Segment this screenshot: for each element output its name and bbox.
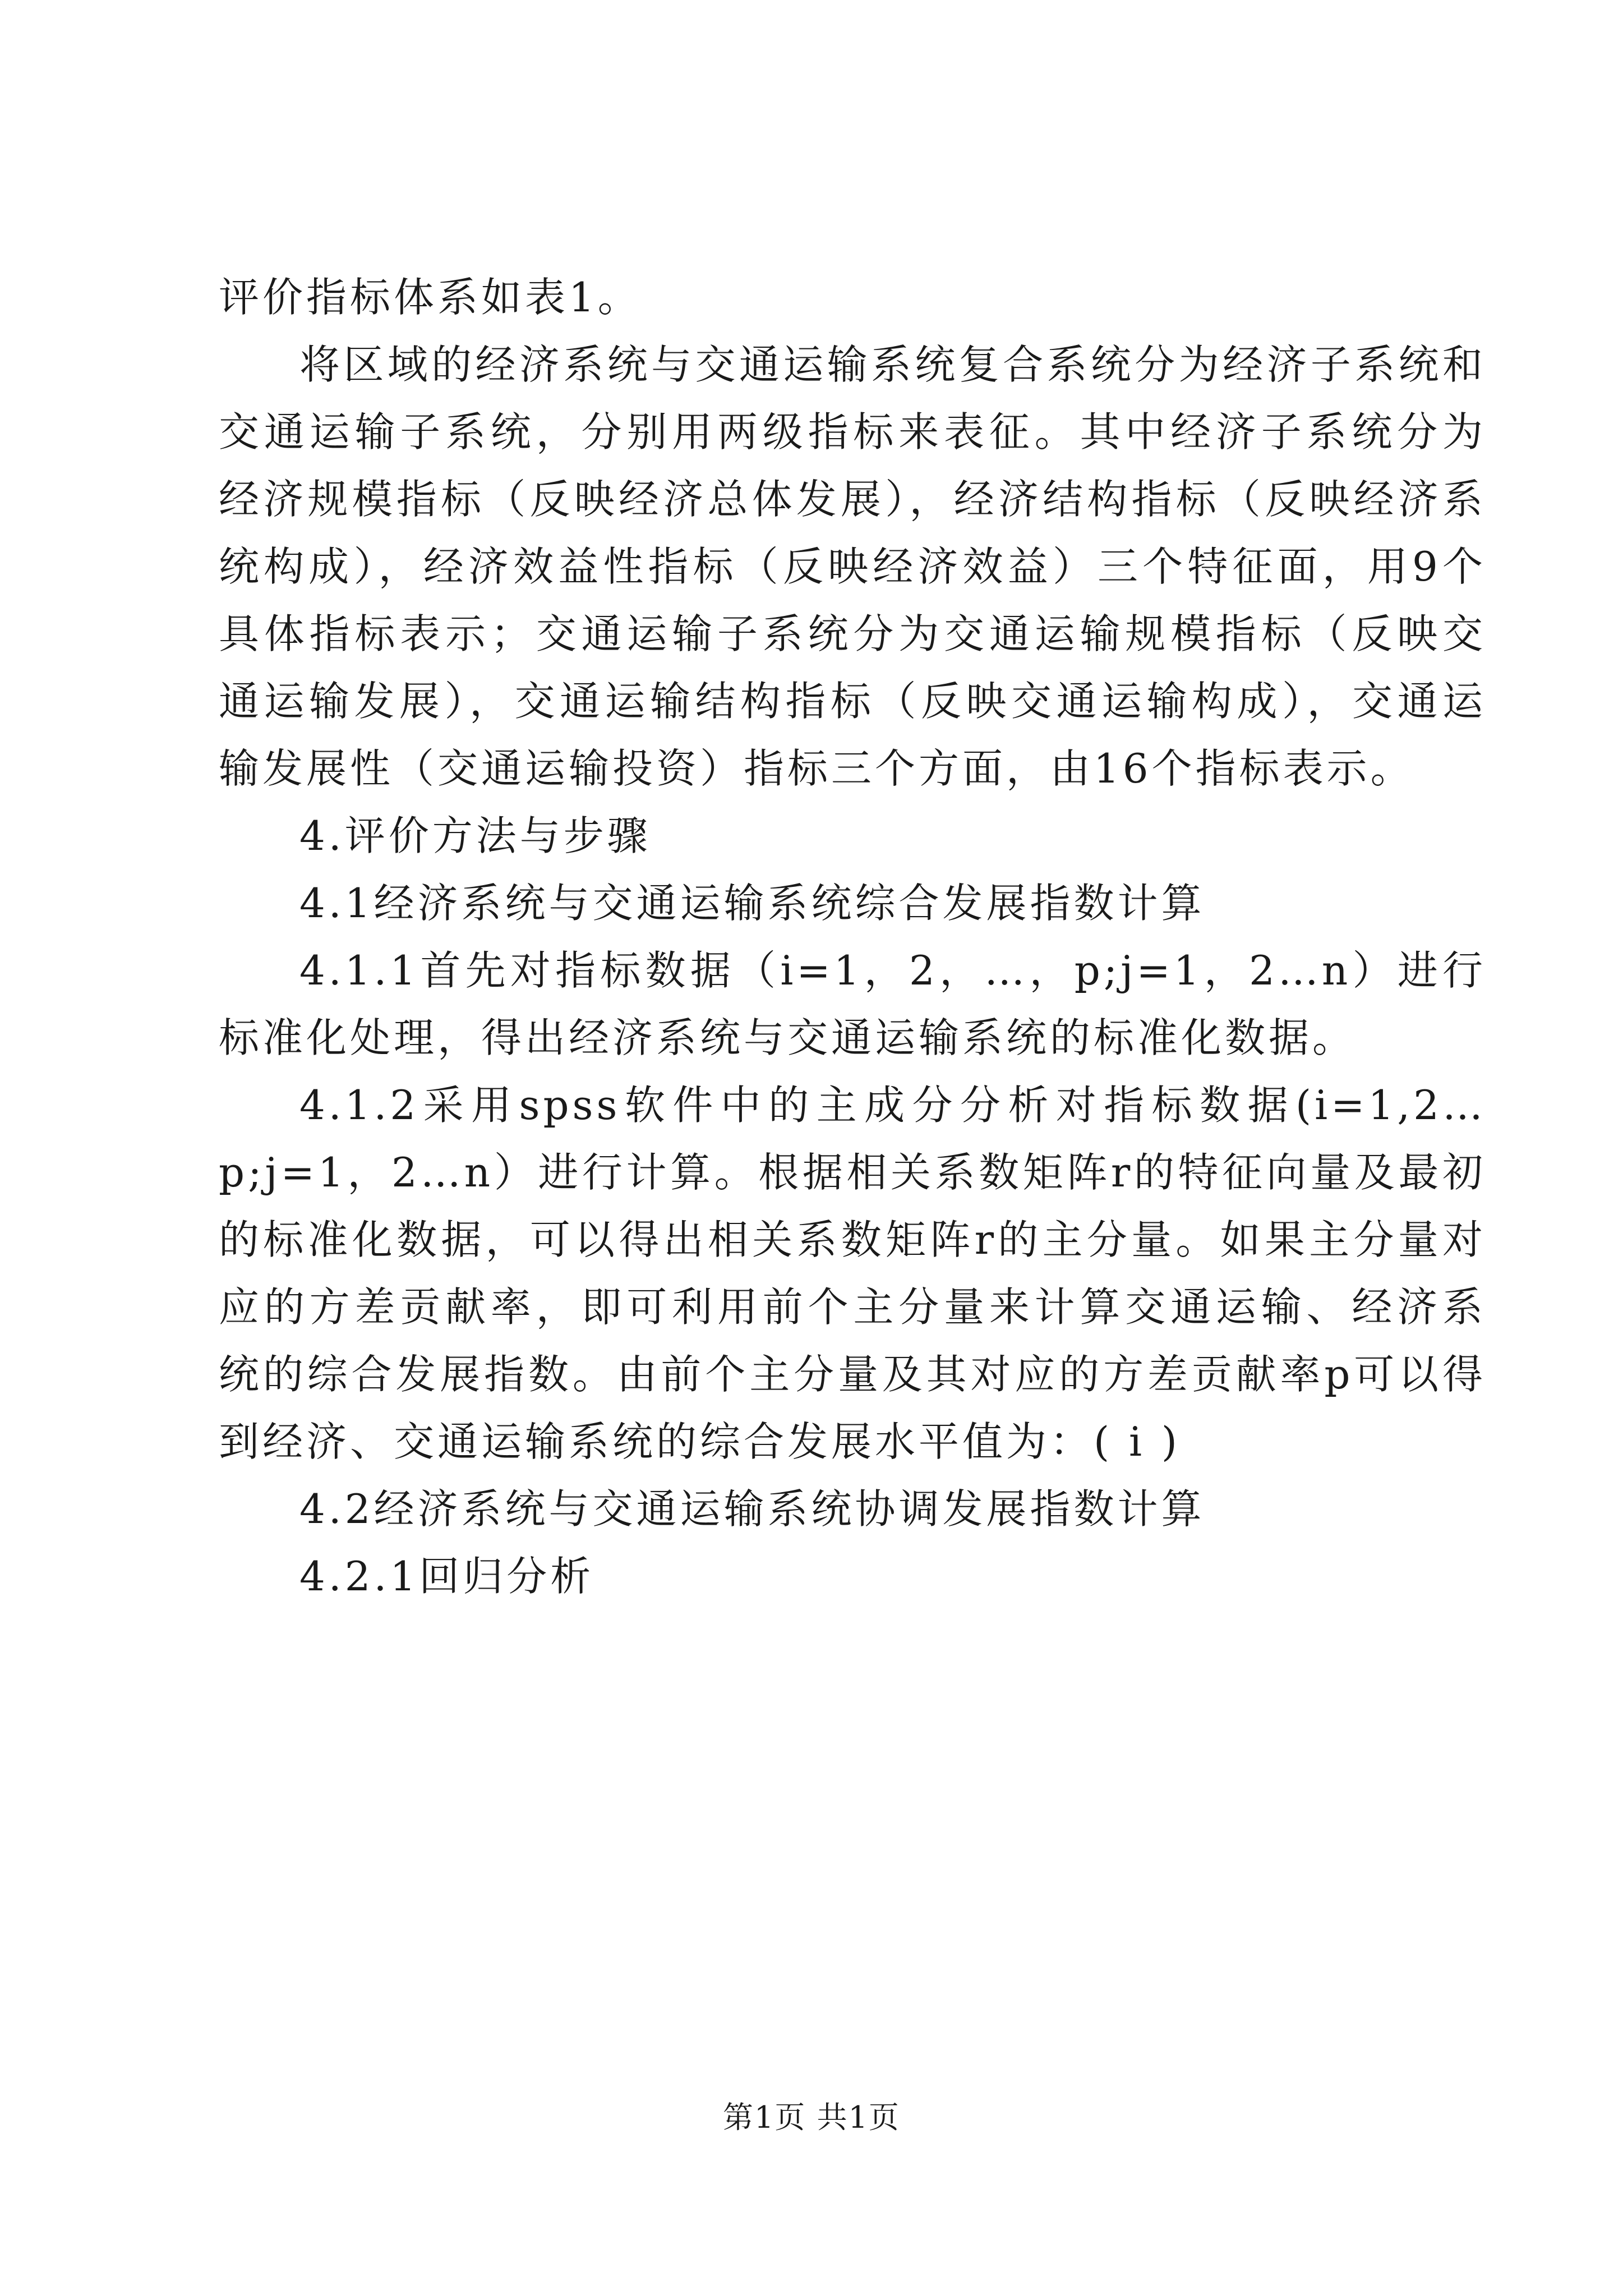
- paragraph-intro: 评价指标体系如表1。: [219, 274, 642, 321]
- paragraph-system-division: 将区域的经济系统与交通运输系统复合系统分为经济子系统和交通运输子系统，分别用两级指标来表征。其中经济子系统分为经济规模指标（反映经济总体发展），经济结构指标（反映经济系统构成），经济效益性指标（反映经济效益）三个特征面，用9个具体指标表示；交通运输子系统分为交通运输规模指标（反映交通运输发展），交通运输结构指标（反映交通运输构成），交通运输发展性（交通运输投资）指标三个方面，由16个指标表示。: [219, 341, 1486, 792]
- heading-comprehensive-index: 4.1经济系统与交通运输系统综合发展指数计算: [299, 880, 1205, 927]
- heading-regression-analysis: 4.2.1回归分析: [299, 1553, 594, 1600]
- heading-evaluation-method: 4.评价方法与步骤: [299, 812, 651, 859]
- paragraph-standardization: 4.1.1首先对指标数据（i=1，2，…，p;j=1，2…n）进行标准化处理，得出经济系统与交通运输系统的标准化数据。: [219, 947, 1486, 1061]
- document-body: [219, 264, 1486, 1610]
- page-footer: 第1页 共1页: [723, 2100, 900, 2135]
- paragraph-pca: 4.1.2采用spss软件中的主成分分析对指标数据(i=1,2…p;j=1，2…n）进行计算。根据相关系数矩阵r的特征向量及最初的标准化数据，可以得出相关系数矩阵r的主分量。如果主分量对应的方差贡献率，即可利用前个主分量来计算交通运输、经济系统的综合发展指数。由前个主分量及其对应的方差贡献率p可以得到经济、交通运输系统的综合发展水平值为：( i ): [219, 1082, 1486, 1465]
- heading-coordination-index: 4.2经济系统与交通运输系统协调发展指数计算: [299, 1485, 1205, 1533]
